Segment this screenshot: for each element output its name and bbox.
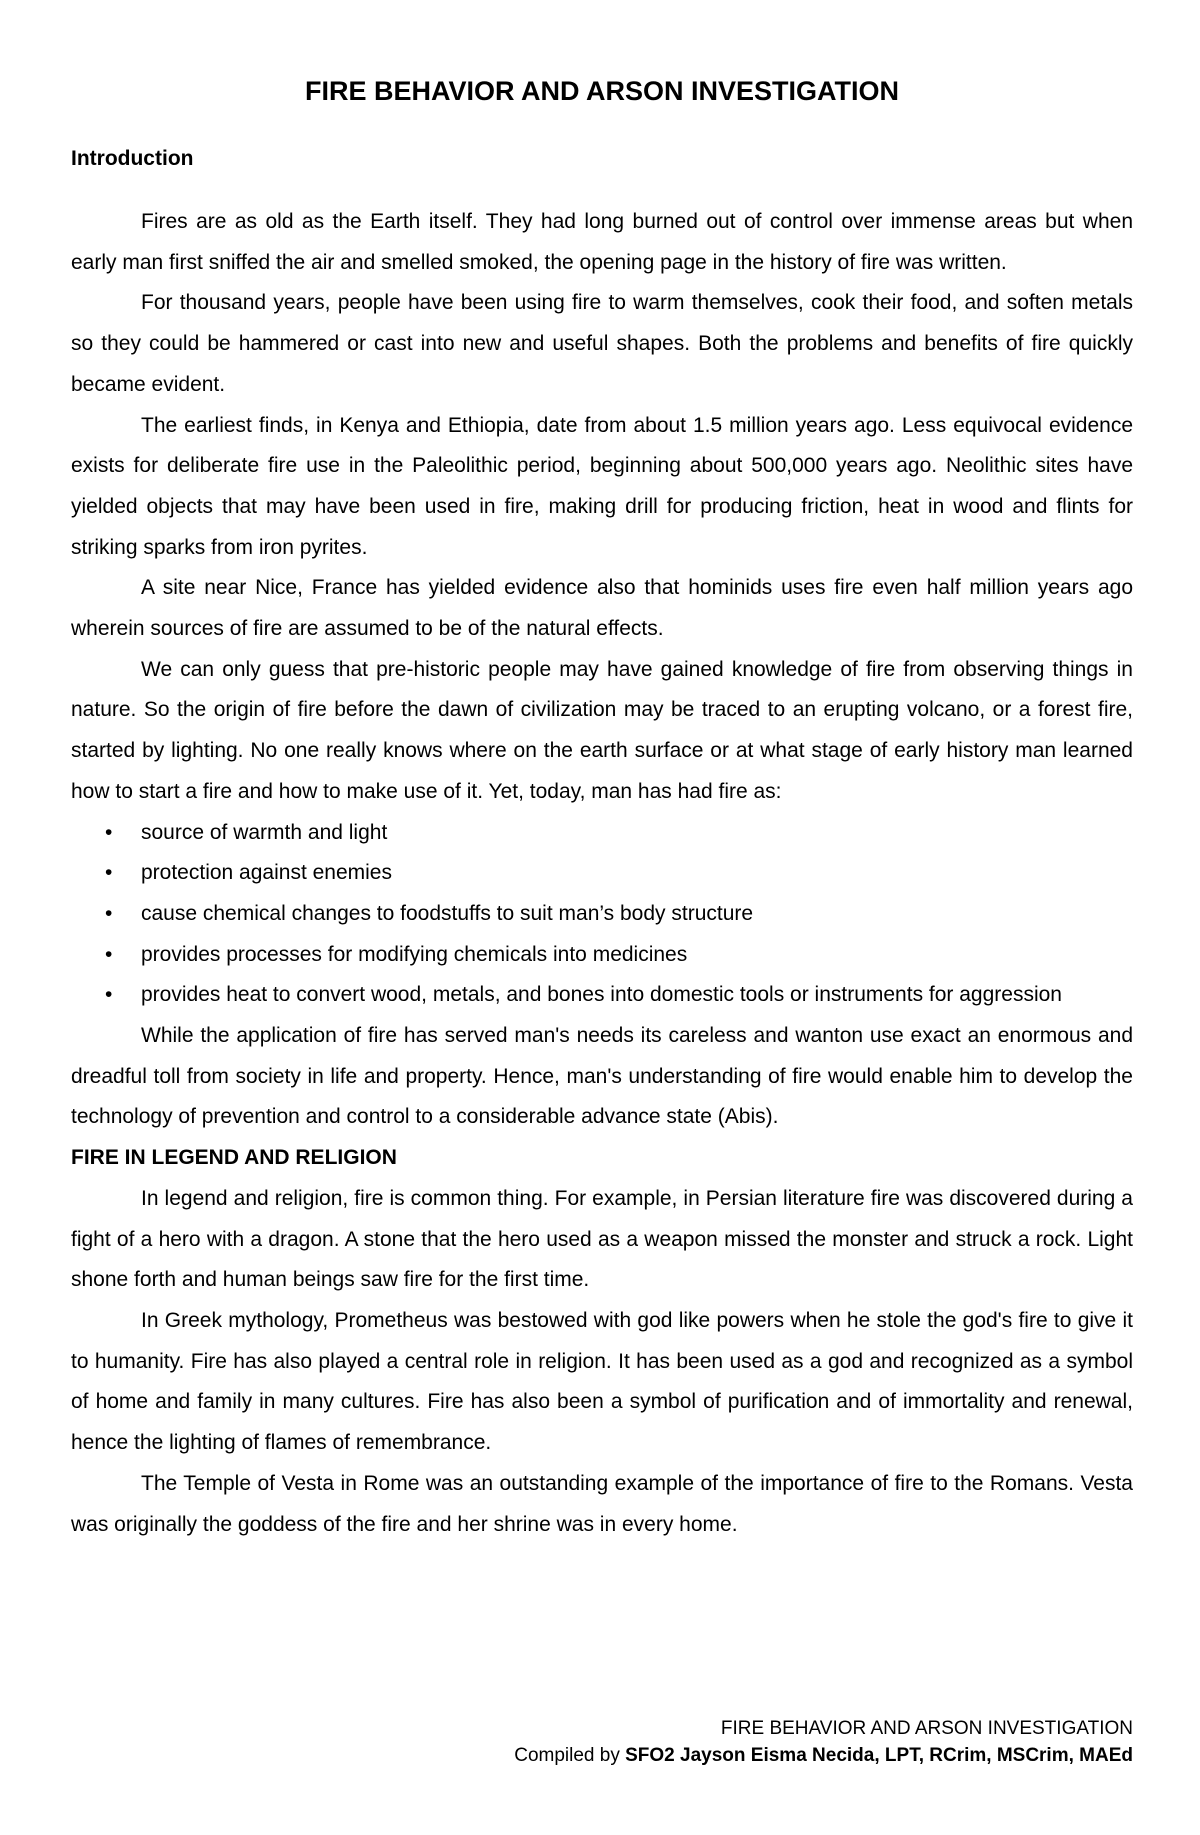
- intro-heading: Introduction: [71, 147, 194, 170]
- compiled-by-label: Compiled by: [514, 1745, 626, 1766]
- author-name: SFO2 Jayson Eisma Necida, LPT, RCrim, MSCrim, MAEd: [625, 1745, 1133, 1766]
- list-item: [71, 975, 1133, 1016]
- bullet-icon: •: [105, 820, 113, 844]
- list-item: [71, 813, 1133, 854]
- list-item-text: cause chemical changes to foodstuffs to suit man’s body structure: [141, 901, 754, 925]
- intro-paragraph-1: Fires are as old as the Earth itself. They had long burned out of control over immense areas but when early man first sniffed the air and smelled smoked, the opening page in the history of fire was written.: [71, 210, 1133, 274]
- list-item: [71, 853, 1133, 894]
- intro-paragraph-3: The earliest finds, in Kenya and Ethiopia, date from about 1.5 million years ago. Less equivocal evidence exists for deliberate fire use in the Paleolithic period, beginning about 500,000 years ago. Neolithic sites have yielded objects that may have been used in fire, making drill for producing friction, heat in wood and flints for striking sparks from iron pyrites.: [71, 413, 1133, 559]
- list-item-text: source of warmth and light: [141, 820, 388, 844]
- list-item-text: protection against enemies: [141, 861, 392, 885]
- section-heading-legend-religion: FIRE IN LEGEND AND RELIGION: [71, 1146, 397, 1170]
- page-footer: [514, 1715, 1133, 1769]
- section-paragraph-3: The Temple of Vesta in Rome was an outstanding example of the importance of fire to the Romans. Vesta was originally the goddess of the fire and her shrine was in every home.: [71, 1471, 1133, 1536]
- document-page: [71, 0, 1133, 1545]
- list-item: [71, 935, 1133, 976]
- uses-of-fire-list: [71, 813, 1133, 1017]
- document-body: [71, 202, 1133, 1545]
- bullet-icon: •: [105, 901, 113, 925]
- document-title: FIRE BEHAVIOR AND ARSON INVESTIGATION: [304, 76, 900, 106]
- list-item: [71, 894, 1133, 935]
- bullet-icon: •: [105, 942, 113, 966]
- list-item-text: provides processes for modifying chemicals into medicines: [141, 942, 688, 966]
- footer-title: FIRE BEHAVIOR AND ARSON INVESTIGATION: [720, 1718, 1133, 1739]
- intro-paragraph-4: A site near Nice, France has yielded evidence also that hominids uses fire even half million years ago wherein sources of fire are assumed to be of the natural effects.: [71, 576, 1133, 641]
- intro-paragraph-2: For thousand years, people have been using fire to warm themselves, cook their food, and soften metals so they could be hammered or cast into new and useful shapes. Both the problems and benefits of fire quickly became evident.: [71, 291, 1133, 396]
- bullet-icon: •: [105, 983, 113, 1007]
- list-item-text: provides heat to convert wood, metals, and bones into domestic tools or instruments for aggression: [141, 983, 1062, 1007]
- section-paragraph-1: In legend and religion, fire is common thing. For example, in Persian literature fire was discovered during a fight of a hero with a dragon. A stone that the hero used as a weapon missed the monster and struck a rock. Light shone forth and human beings saw fire for the first time.: [71, 1186, 1133, 1292]
- intro-paragraph-5: We can only guess that pre-historic people may have gained knowledge of fire from observing things in nature. So the origin of fire before the dawn of civilization may be traced to an erupting volcano, or a forest fire, started by lighting. No one really knows where on the earth surface or at what stage of early history man learned how to start a fire and how to make use of it. Yet, today, man has had fire as:: [71, 657, 1133, 803]
- footer-credit: [514, 1742, 1133, 1769]
- bullet-icon: •: [105, 861, 113, 885]
- section-paragraph-2: In Greek mythology, Prometheus was bestowed with god like powers when he stole the god's fire to give it to humanity. Fire has also played a central role in religion. It has been used as a god and recognized as a symbol of home and family in many cultures. Fire has also been a symbol of purification and of immortality and renewal, hence the lighting of flames of remembrance.: [71, 1308, 1133, 1455]
- after-list-paragraph: While the application of fire has served man's needs its careless and wanton use exact an enormous and dreadful toll from society in life and property. Hence, man's understanding of fire would enable him to develop the technology of prevention and control to a considerable advance state (Abis).: [71, 1024, 1133, 1129]
